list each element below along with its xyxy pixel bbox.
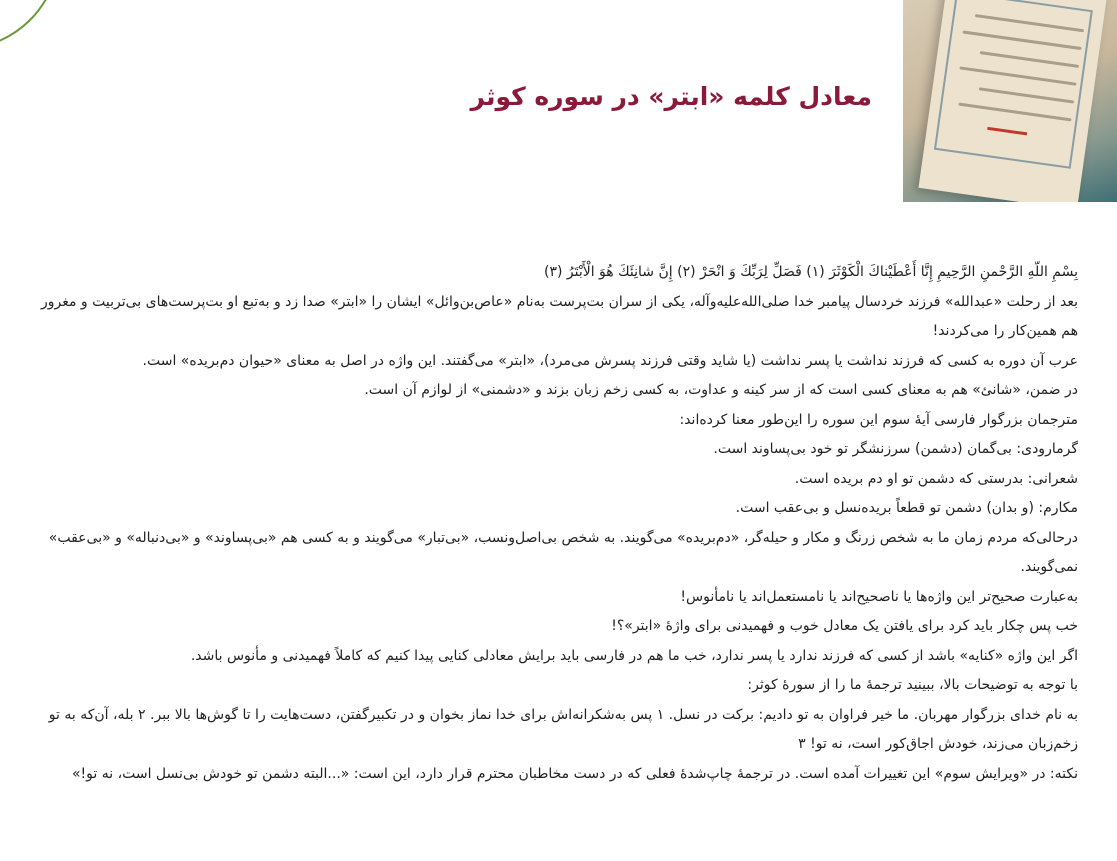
page-title: معادل کلمه «ابتر» در سوره کوثر [470, 82, 872, 111]
article-paragraph: با توجه به توضیحات بالا، ببینید ترجمهٔ ما را از سورهٔ کوثر: [747, 677, 1078, 693]
article-paragraph: درحالی‌که مردم زمان ما به شخص زرنگ و مکار و حیله‌گر، «دم‌بریده» می‌گویند. به شخص بی‌اصل‌ونسب، «بی‌تبار» می‌گویند و به کسی هم «بی‌پساوند» و «بی‌دنباله» و «بی‌عقب» نمی‌گویند. [48, 529, 1078, 575]
article-paragraph: در ضمن، «شانئ» هم به معنای کسی است که از سر کینه و عداوت، به کسی زخم زبان بزند و «دشمنی» از لوازم آن است. [364, 382, 1078, 398]
quran-page-photo [903, 0, 1117, 202]
article-body [28, 258, 1078, 789]
note-paragraph: نکته: در «ویرایش سوم» این تغییرات آمده است. در ترجمهٔ چاپ‌شدهٔ فعلی که در دست مخاطبان محترم قرار دارد، این است: «...البته دشمن تو خودش بی‌نسل است، نه تو!» [71, 765, 1078, 782]
translation-garmaroudi: گرمارودی: بی‌گمان (دشمن) سرزنشگر تو خود بی‌پساوند است. [713, 441, 1078, 457]
quran-page [918, 0, 1107, 202]
article-paragraph: به‌عبارت صحیح‌تر این واژه‌ها یا ناصحیح‌اند یا نامستعمل‌اند یا نامأنوس! [680, 588, 1078, 605]
translation-ours: به نام خدای بزرگوار مهربان. ما خیر فراوان به تو دادیم: برکت در نسل. ۱ پس به‌شکرانه‌اش برای خدا نماز بخوان و در تکبیرگفتن، دست‌هایت را تا گوش‌ها بالا ببر. ۲ بله، آن‌که به تو زخم‌زبان می‌زند، خودش اجاق‌کور است، نه تو! ۳ [48, 706, 1078, 752]
verse-paragraph: بِسْمِ اللّهِ الرَّحْمنِ الرَّحِيمِ إِنَّا أَعْطَيْناكَ الْكَوْثَرَ (۱) فَصَلِّ لِرَبِّكَ وَ انْحَرْ (۲) إِنَّ شانِئَكَ هُوَ الْأَبْتَرُ (۳) [543, 264, 1078, 280]
translation-sharani: شعرانی: بدرستی که دشمن تو او دم بریده است. [794, 470, 1078, 487]
corner-decoration [0, 0, 60, 50]
article-paragraph: اگر این واژه «کنایه» باشد از کسی که فرزند ندارد یا پسر ندارد، خب ما هم در فارسی باید برایش معادلی کنایی پیدا کنیم که کاملاً فهمیدنی و مأنوس باشد. [190, 647, 1078, 664]
article-paragraph: عرب آن دوره به کسی که فرزند نداشت یا پسر نداشت (یا شاید وقتی فرزند پسرش می‌مرد)، «ابتر» می‌گفتند. این واژه در اصل به معنای «حیوان دم‌بریده» است. [142, 352, 1078, 369]
article-paragraph: خب پس چکار باید کرد برای یافتن یک معادل خوب و فهمیدنی برای واژهٔ «ابتر»؟! [611, 618, 1078, 634]
article-paragraph: بعد از رحلت «عبدالله» فرزند خردسال پیامبر خدا صلی‌الله‌علیه‌وآله، یکی از سران بت‌پرست به‌نام «عاص‌بن‌وائل» ایشان را «ابتر» صدا زد و به‌تبع او بت‌پرست‌های بی‌تربیت و مغرور هم همین‌کار را می‌کردند! [40, 293, 1078, 339]
translation-makarem: مکارم: (و بدان) دشمن تو قطعاً بریده‌نسل و بی‌عقب است. [735, 500, 1078, 516]
article-paragraph: مترجمان بزرگوار فارسی آیهٔ سوم این سوره را این‌طور معنا کرده‌اند: [679, 411, 1078, 428]
